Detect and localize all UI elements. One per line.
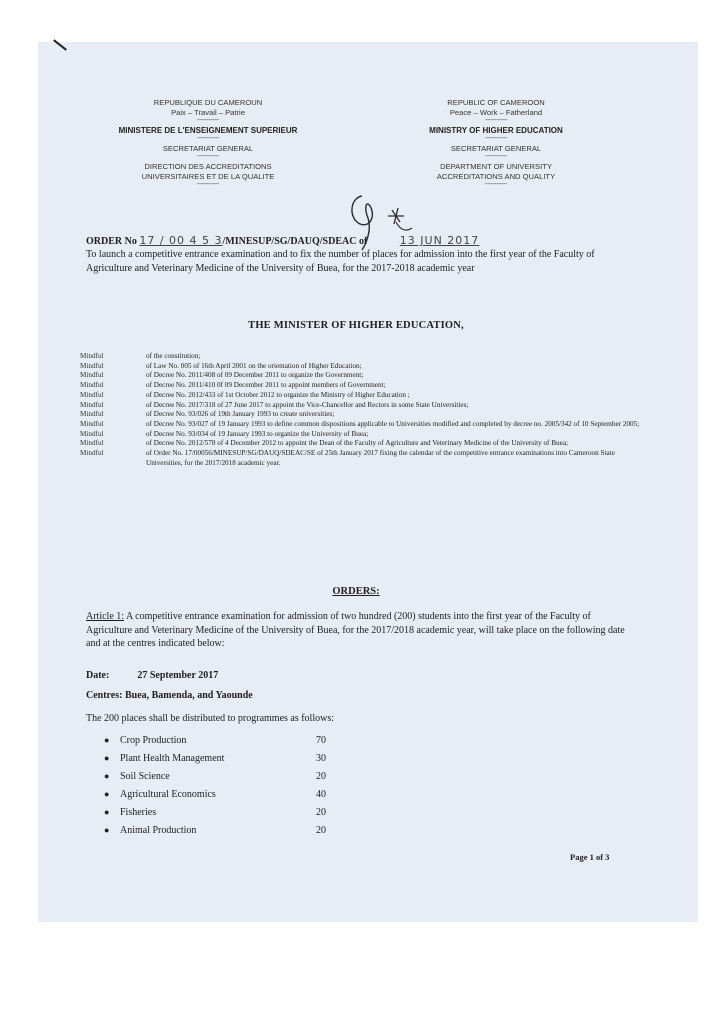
divider: ------------: [485, 181, 507, 188]
mindful-item: Mindful of Law No. 005 of 16th April 2001 on the orientation of Higher Education;: [80, 361, 362, 370]
bullet-icon: ●: [104, 825, 110, 835]
bullet-icon: ●: [104, 771, 110, 781]
mindful-item: Mindful of Decree No. 2012/578 of 4 December 2012 to appoint the Dean of the Faculty of Agriculture and Veterinary Medicine of the University of Buea;: [80, 439, 569, 448]
order-purpose: To launch a competitive entrance examination and to fix the number of places for admission into the first year of the Faculty of Agriculture and Veterinary Medicine of the University of Buea, for the 2017-2018 academic year: [86, 249, 595, 274]
divider: ------------: [197, 153, 219, 160]
article-1-text: A competitive entrance examination for admission of two hundred (200) students into the first year of the Faculty of Agriculture and Veterinary Medicine of the University of Buea, for the 2017/2018 academic year, will take place on the following date and at the centres indicated below:: [86, 611, 625, 649]
divider: ------------: [197, 181, 219, 188]
minister-title: THE MINISTER OF HIGHER EDUCATION,: [248, 320, 464, 331]
divider: ------------: [485, 153, 507, 160]
list-item: ● Animal Production 20: [104, 824, 326, 836]
motto-fr: Paix – Travail – Patrie: [171, 108, 245, 117]
order-date: 13 JUN 2017: [399, 234, 480, 247]
header-french: [108, 98, 308, 190]
exam-centres: Centres: Buea, Bamenda, and Yaounde: [86, 690, 253, 701]
orders-heading: ORDERS:: [332, 586, 380, 597]
list-item: ● Fisheries 20: [104, 806, 326, 818]
mindful-item: Mindful of Decree No. 93/034 of 19 January 1993 to organize the University of Buea;: [80, 429, 369, 438]
article-1: [86, 610, 628, 651]
order-reference: [86, 234, 626, 247]
list-item: ● Plant Health Management 30: [104, 752, 326, 764]
list-item: ● Agricultural Economics 40: [104, 788, 326, 800]
mindful-item: Mindful of Decree No. 2017/318 of 27 June 2017 to appoint the Vice-Chancellor and Rectors in some State Universities;: [80, 400, 469, 409]
mindful-item: Mindful of Decree No. 93/027 of 19 January 1993 to define common dispositions applicable to Universities modified and completed by decree no. 2005/342 of 10 September 2005;: [80, 419, 640, 428]
country-name-fr: REPUBLIQUE DU CAMEROUN: [153, 98, 263, 107]
secretariat-fr: SECRETARIAT GENERAL: [162, 144, 254, 153]
page-number: Page 1 of 3: [570, 852, 610, 862]
order-ref: /MINESUP/SG/DAUQ/SDEAC of: [222, 236, 368, 247]
country-name-en: REPUBLIC OF CAMEROON: [447, 98, 545, 107]
bullet-icon: ●: [104, 753, 110, 763]
direction-fr-1: DIRECTION DES ACCREDITATIONS: [144, 162, 272, 171]
divider: ------------: [197, 135, 219, 142]
programme-list: [104, 731, 356, 839]
bullet-icon: ●: [104, 735, 110, 745]
ministry-en: MINISTRY OF HIGHER EDUCATION: [429, 126, 563, 135]
divider: ------------: [197, 117, 219, 124]
header-english: [396, 98, 596, 190]
mindful-item: Mindful of Order No. 17/00056/MINESUP/SG/DAUQ/SDEAC/SE of 25th January 2017 fixing the calendar of the competitive entrance examinations into Cameroon State Universities, for the 2017/2018 academic year.: [80, 449, 615, 467]
order-number: 17 / 00 4 5 3: [139, 234, 223, 247]
list-item: ● Soil Science 20: [104, 770, 326, 782]
article-1-heading: Article 1:: [86, 611, 125, 622]
bullet-icon: ●: [104, 789, 110, 799]
department-en-1: DEPARTMENT OF UNIVERSITY: [440, 162, 552, 171]
mindful-item: Mindful of Decree No. 2011/410 0f 09 December 2011 to appoint members of Government;: [80, 381, 386, 390]
exam-date: [86, 670, 218, 681]
mindful-item: Mindful of Decree No. 93/026 of 19th January 1993 to create universities;: [80, 410, 335, 419]
distribution-intro: The 200 places shall be distributed to programmes as follows:: [86, 713, 335, 724]
motto-en: Peace – Work – Fatherland: [449, 108, 543, 117]
secretariat-en: SECRETARIAT GENERAL: [450, 144, 542, 153]
order-prefix: ORDER No: [86, 236, 137, 247]
divider: ------------: [485, 135, 507, 142]
mindful-item: Mindful of Decree No. 2011/408 of 09 December 2011 to organize the Government;: [80, 371, 364, 380]
list-item: ● Crop Production 70: [104, 734, 326, 746]
bullet-icon: ●: [104, 807, 110, 817]
date-value: 27 September 2017: [137, 670, 219, 681]
date-label: Date:: [86, 670, 110, 681]
ministry-fr: MINISTERE DE L'ENSEIGNEMENT SUPERIEUR: [118, 126, 298, 135]
department-en-2: ACCREDITATIONS AND QUALITY: [436, 172, 556, 181]
direction-fr-2: UNIVERSITAIRES ET DE LA QUALITE: [141, 172, 275, 181]
mindful-item: Mindful of Decree No. 2012/433 of 1st October 2012 to organize the Ministry of Higher Education ;: [80, 390, 410, 399]
divider: ------------: [485, 117, 507, 124]
mindful-list: [80, 352, 640, 468]
mindful-item: Mindful of the constitution;: [80, 352, 201, 360]
